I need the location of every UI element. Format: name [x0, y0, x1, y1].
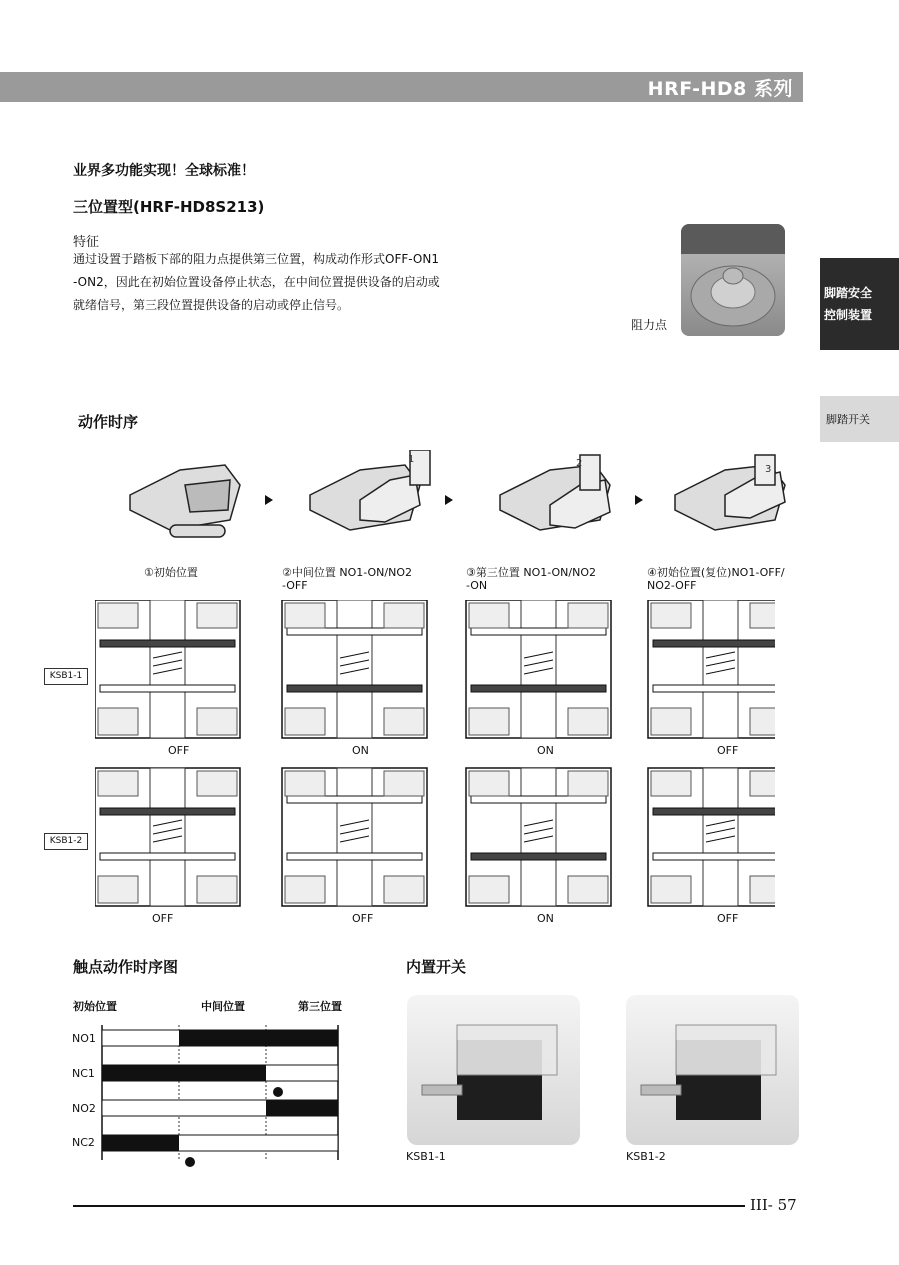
product-label-2: KSB1-2 [626, 1150, 666, 1163]
pedal-mark-2: 2 [576, 458, 583, 469]
switch-cell [282, 600, 427, 738]
resistance-point-illustration [681, 224, 785, 336]
photo-label: 阻力点 [631, 318, 668, 332]
side-tab-line: 脚踏安全 [824, 286, 873, 300]
pedal-mark-1: 1 [408, 454, 415, 465]
timing-col-1: 初始位置 [73, 1000, 117, 1013]
arrow-icon [265, 495, 273, 505]
pedal-illustrations [110, 450, 810, 550]
product-label-1: KSB1-1 [406, 1150, 446, 1163]
timing-on-segment [179, 1030, 338, 1046]
timing-row-label: NO2 [72, 1102, 96, 1115]
caption-line: NO2-OFF [647, 579, 697, 592]
section-title-builtin: 内置开关 [406, 958, 467, 976]
timing-on-segment [102, 1135, 179, 1151]
step-caption-2 [282, 566, 412, 592]
switch-cell [648, 768, 775, 906]
switch-cell [95, 768, 240, 906]
switch-illustration [407, 995, 580, 1145]
pedal-figure-1 [130, 465, 240, 537]
section-title-timing: 触点动作时序图 [73, 958, 179, 976]
step-caption-3 [466, 566, 596, 592]
switch-cell [466, 768, 611, 906]
state-label: OFF [717, 912, 739, 925]
timing-row-label: NC2 [72, 1136, 95, 1149]
section-title-sequence: 动作时序 [78, 413, 139, 431]
timing-on-segment [102, 1065, 266, 1081]
pedal-mark-3: 3 [765, 464, 772, 475]
model-subtitle: 三位置型(HRF-HD8S213) [73, 198, 265, 216]
product-image-ksb1-1 [407, 995, 580, 1145]
footer-rule [73, 1205, 745, 1207]
timing-row-label: NC1 [72, 1067, 95, 1080]
timing-diagram [98, 1020, 348, 1170]
step-caption-4 [647, 566, 785, 592]
state-label: OFF [717, 744, 739, 757]
caption-line: ③第三位置 NO1-ON/NO2 [466, 566, 596, 579]
caption-line: ②中间位置 NO1-ON/NO2 [282, 566, 412, 579]
switch-illustration [626, 995, 799, 1145]
switch-cell [466, 600, 611, 738]
series-title: HRF-HD8 系列 [647, 78, 793, 100]
state-label: OFF [168, 744, 190, 757]
ksb1-1-label: KSB1-1 [44, 668, 88, 685]
state-label: OFF [152, 912, 174, 925]
switch-cell [95, 600, 240, 738]
desc-line: -ON2，因此在初始位置设备停止状态，在中间位置提供设备的启动或 [73, 275, 440, 289]
side-tab-category[interactable] [820, 258, 899, 350]
product-image-ksb1-2 [626, 995, 799, 1145]
page-number: III- 57 [750, 1196, 797, 1214]
switch-cell [648, 600, 775, 738]
state-label: ON [537, 744, 554, 757]
desc-line: 就绪信号，第三段位置提供设备的启动或停止信号。 [73, 298, 350, 312]
timing-on-segment [266, 1100, 338, 1116]
state-label: ON [352, 744, 369, 757]
timing-col-2: 中间位置 [201, 1000, 245, 1013]
caption-line: -ON [466, 579, 488, 592]
state-label: OFF [352, 912, 374, 925]
timing-row-label: NO1 [72, 1032, 96, 1045]
arrow-icon [445, 495, 453, 505]
feature-label: 特征 [73, 235, 100, 250]
side-tab-foot-switch[interactable] [820, 396, 899, 442]
arrow-icon [635, 495, 643, 505]
ksb1-2-label: KSB1-2 [44, 833, 88, 850]
side-tab-label: 脚踏开关 [826, 413, 870, 426]
headline: 业界多功能实现！全球标准！ [73, 163, 255, 179]
pedal-figure-3 [500, 455, 610, 530]
timing-col-3: 第三位置 [298, 1000, 342, 1013]
resistance-point-photo [681, 224, 785, 336]
state-label: ON [537, 912, 554, 925]
feature-description [73, 248, 523, 317]
switch-state-diagrams [95, 600, 775, 910]
return-marker-icon [273, 1087, 283, 1097]
return-marker-icon [185, 1157, 195, 1167]
desc-line: 通过设置于踏板下部的阻力点提供第三位置，构成动作形式OFF-ON1 [73, 252, 439, 266]
caption-line: -OFF [282, 579, 308, 592]
step-caption-1: ①初始位置 [144, 566, 198, 579]
switch-cell [282, 768, 427, 906]
caption-line: ④初始位置(复位)NO1-OFF/ [647, 566, 785, 579]
side-tab-line: 控制装置 [824, 308, 873, 322]
